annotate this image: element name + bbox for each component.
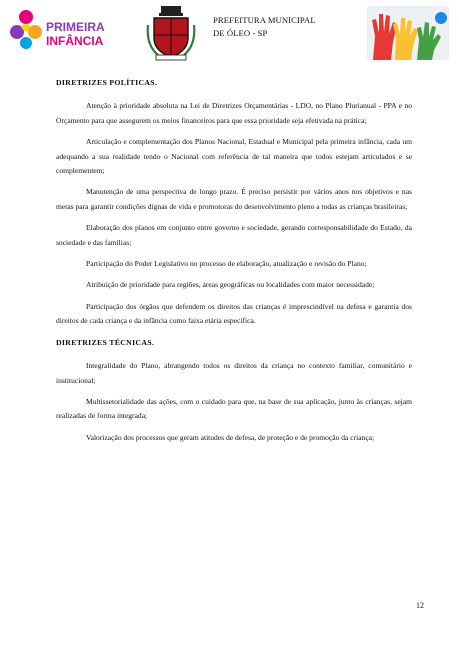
paragraph: Participação do Poder Legislativo no processo de elaboração, atualização e revisão do Plano; (86, 259, 367, 269)
municipality-line-1: PREFEITURA MUNICIPAL (213, 15, 316, 25)
paragraph: Manutenção de uma perspectiva de longo prazo. É preciso persistir por vários anos nos objetivos e nas metas para garantir condições dignas de vida e promotoras do desenvolvimento pleno a todas as crianças brasileiras; (56, 187, 412, 211)
primeira-infancia-logo (6, 5, 124, 53)
paragraph: Integralidade do Plano, abrangendo todos os direitos da criança no contexto familiar, comunitário e institucional; (56, 361, 412, 385)
paragraph: Articulação e complementação dos Planos Nacional, Estadual e Municipal pela primeira infância, cada um adequando a sua realidade tendo o Nacional com referência de tal maneira que todos estejam articulados e se complementem; (56, 137, 412, 176)
section-title-tecnicas: DIRETRIZES TÉCNICAS. (56, 337, 155, 347)
page-header (0, 0, 459, 66)
logo-text-line2: INFÂNCIA (46, 34, 104, 48)
paragraph: Atenção à prioridade absoluta na Lei de Diretrizes Orçamentárias - LDO, no Plano Plurianual - PPA e no Orçamento para que assegurem os meios financeiros para que essa prioridade seja efetivada na prática; (56, 101, 412, 125)
logo-text-line1: PRIMEIRA (46, 20, 105, 34)
paragraph: Participação dos órgãos que defendem os direitos das crianças é imprescindível na defesa e garantia dos direitos de cada criança e da infância como faixa etária específica. (56, 301, 412, 326)
document-body (56, 76, 412, 452)
paragraph: Valorização dos processos que geram atitudes de defesa, de proteção e de promoção da criança; (86, 432, 375, 442)
paragraph: Atribuição de prioridade para regiões, áreas geográficas ou localidades com maior necessidade; (86, 280, 375, 290)
paragraph: Elaboração dos planos em conjunto entre governo e sociedade, gerando corresponsabilidade do Estado, da sociedade e das famílias; (56, 223, 412, 247)
municipality-heading (213, 14, 316, 40)
municipal-crest-icon (146, 5, 196, 61)
page-number: 12 (416, 601, 424, 610)
paragraph: Multissetorialidade das ações, com o cuidado para que, na base de sua aplicação, junto às crianças, sejam realizadas de forma integrada; (56, 396, 412, 421)
municipality-line-2: DE ÓLEO - SP (213, 28, 268, 38)
section-title-politicas: DIRETRIZES POLÍTICAS. (56, 78, 158, 87)
painted-hands-image (367, 6, 449, 60)
